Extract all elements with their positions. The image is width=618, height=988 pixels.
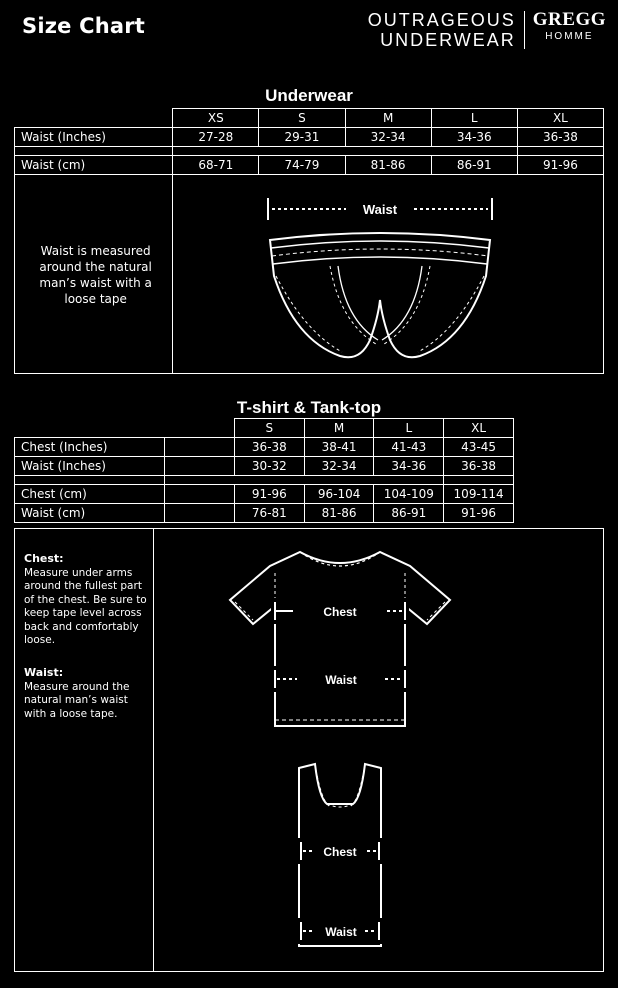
cell-waist-inches-s: 29-31: [259, 128, 345, 147]
cell-waist-inches-xl: 36-38: [444, 457, 514, 476]
waist-heading: Waist:: [24, 666, 64, 679]
cell-chest-cm-l: 104-109: [374, 485, 444, 504]
table-row: [15, 156, 604, 175]
spacer-cell: [259, 147, 345, 156]
row-label-waist-inches: Waist (Inches): [15, 128, 173, 147]
spacer-cell: [173, 147, 259, 156]
brief-illustration: [250, 190, 510, 374]
cell-chest-cm-s: 91-96: [234, 485, 304, 504]
cell-waist-inches-m: 32-34: [345, 128, 431, 147]
size-header-l: L: [431, 109, 517, 128]
cell-waist-inches-l: 34-36: [374, 457, 444, 476]
cell-waist-inches-xl: 36-38: [517, 128, 603, 147]
brand-line-outrageous: OUTRAGEOUS: [367, 10, 516, 30]
cell-waist-cm-m: 81-86: [304, 504, 374, 523]
table-row: [15, 438, 514, 457]
blank-cell: [165, 485, 235, 504]
tshirt-table-block: [14, 418, 514, 523]
table-row: [15, 485, 514, 504]
tanktop-svg: [275, 758, 405, 958]
spacer-cell: [165, 476, 235, 485]
cell-chest-inches-xl: 43-45: [444, 438, 514, 457]
empty-corner-cell: [15, 419, 165, 438]
row-label-chest-cm: Chest (cm): [15, 485, 165, 504]
spacer-cell: [304, 476, 374, 485]
cell-chest-inches-m: 38-41: [304, 438, 374, 457]
spacer-cell: [374, 476, 444, 485]
table-spacer-row: [15, 147, 604, 156]
tanktop-illustration: [275, 758, 405, 962]
row-label-waist-cm: Waist (cm): [15, 504, 165, 523]
waist-note: Measure around the natural man’s waist with a loose tape.: [24, 680, 130, 720]
size-header-l: L: [374, 419, 444, 438]
cell-chest-inches-s: 36-38: [234, 438, 304, 457]
spacer-cell: [15, 476, 165, 485]
cell-waist-cm-xl: 91-96: [517, 156, 603, 175]
frame-divider: [153, 528, 154, 972]
spacer-cell: [234, 476, 304, 485]
row-label-chest-inches: Chest (Inches): [15, 438, 165, 457]
size-header-s: S: [234, 419, 304, 438]
table-row: [15, 504, 514, 523]
cell-waist-cm-l: 86-91: [374, 504, 444, 523]
blank-cell: [165, 457, 235, 476]
cell-waist-cm-s: 74-79: [259, 156, 345, 175]
waist-measure-note: [24, 666, 148, 721]
tshirt-svg: [205, 540, 475, 740]
cell-chest-inches-l: 41-43: [374, 438, 444, 457]
size-header-xs: XS: [173, 109, 259, 128]
tshirt-chest-label: Chest: [323, 605, 357, 619]
row-label-waist-cm: Waist (cm): [15, 156, 173, 175]
underwear-section-title: Underwear: [265, 86, 353, 105]
size-header-m: M: [304, 419, 374, 438]
brand-divider: [524, 11, 525, 49]
row-label-waist-inches: Waist (Inches): [15, 457, 165, 476]
tshirt-size-table: [14, 418, 514, 523]
brand-logo: [368, 10, 606, 50]
empty-corner-cell: [15, 109, 173, 128]
brief-svg: [250, 190, 510, 370]
chest-heading: Chest:: [24, 552, 64, 565]
brand-gregg: GREGG: [532, 9, 606, 30]
size-header-s: S: [259, 109, 345, 128]
size-header-m: M: [345, 109, 431, 128]
waist-diagram-label: Waist: [362, 202, 398, 217]
tank-chest-label: Chest: [323, 845, 357, 859]
page-title: Size Chart: [22, 14, 146, 38]
size-header-xl: XL: [517, 109, 603, 128]
cell-waist-cm-xl: 91-96: [444, 504, 514, 523]
underwear-measure-note: Waist is measured around the natural man’s waist with a loose tape: [15, 175, 173, 374]
cell-waist-inches-l: 34-36: [431, 128, 517, 147]
cell-waist-cm-l: 86-91: [431, 156, 517, 175]
cell-waist-inches-xs: 27-28: [173, 128, 259, 147]
chest-note: Measure under arms around the fullest part of the chest. Be sure to keep tape level across back and comfortably loose.: [24, 566, 147, 646]
spacer-cell: [431, 147, 517, 156]
spacer-cell: [345, 147, 431, 156]
table-spacer-row: [15, 476, 514, 485]
tshirt-illustration: [205, 540, 475, 744]
spacer-cell: [444, 476, 514, 485]
table-row: [15, 457, 514, 476]
brand-homme: HOMME: [545, 31, 594, 42]
brand-outrageous-underwear: [368, 10, 516, 50]
empty-cell: [165, 419, 235, 438]
table-header-row: [15, 419, 514, 438]
spacer-cell: [15, 147, 173, 156]
tshirt-waist-label: Waist: [325, 673, 357, 687]
tshirt-section-title: T-shirt & Tank-top: [236, 398, 382, 417]
spacer-cell: [517, 147, 603, 156]
cell-chest-cm-xl: 109-114: [444, 485, 514, 504]
table-row: [15, 128, 604, 147]
tank-waist-label: Waist: [325, 925, 357, 939]
blank-cell: [165, 504, 235, 523]
cell-waist-cm-xs: 68-71: [173, 156, 259, 175]
size-header-xl: XL: [444, 419, 514, 438]
chest-measure-note: [24, 552, 148, 648]
page-header: [0, 0, 618, 66]
cell-waist-cm-s: 76-81: [234, 504, 304, 523]
cell-chest-cm-m: 96-104: [304, 485, 374, 504]
cell-waist-inches-s: 30-32: [234, 457, 304, 476]
table-header-row: [15, 109, 604, 128]
blank-cell: [165, 438, 235, 457]
brand-gregg-homme: [533, 10, 606, 44]
cell-waist-cm-m: 81-86: [345, 156, 431, 175]
cell-waist-inches-m: 32-34: [304, 457, 374, 476]
brand-line-underwear: UNDERWEAR: [380, 30, 516, 50]
